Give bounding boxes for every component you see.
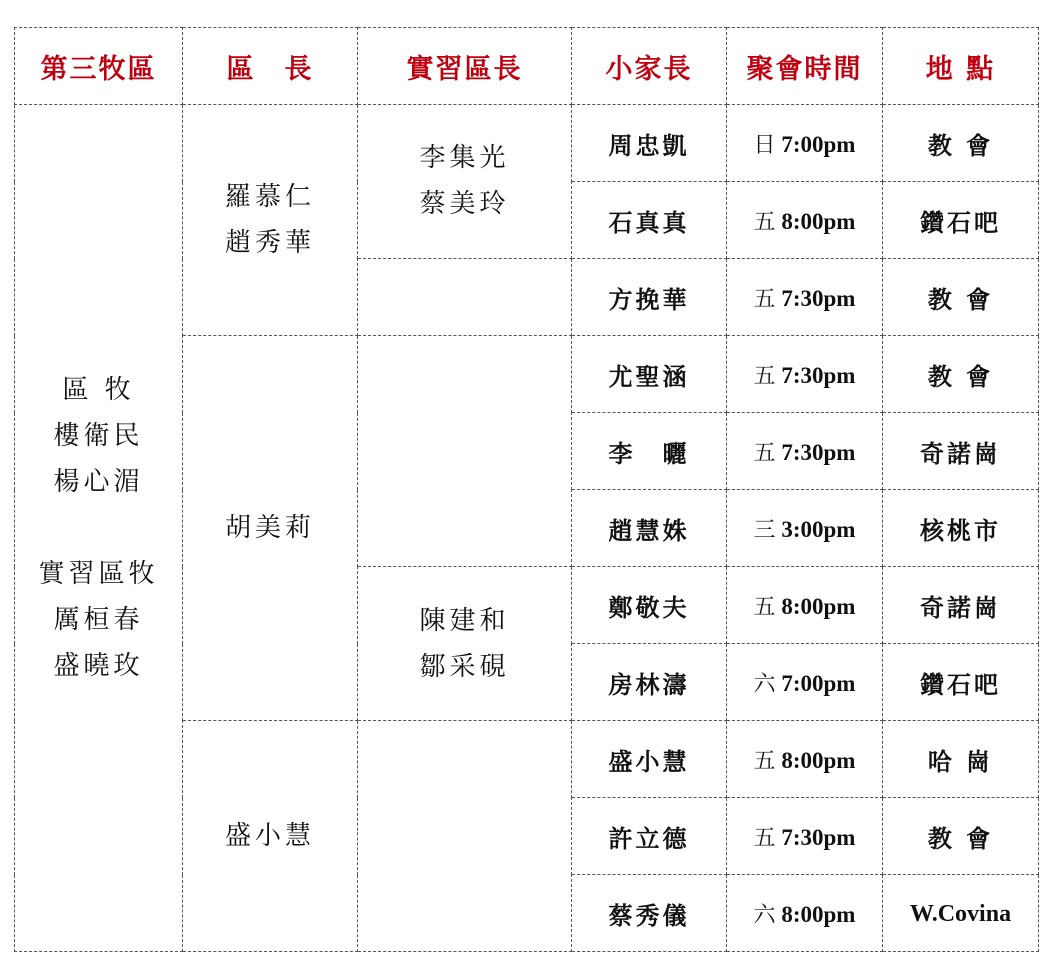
table-row [15, 105, 1039, 182]
leader-name: 趙秀華 [224, 228, 315, 258]
meeting-day: 六 [753, 902, 776, 928]
intern-leader-name: 李集光 [419, 143, 510, 173]
meeting-time [727, 490, 883, 567]
meeting-day: 三 [753, 517, 776, 543]
meeting-time [727, 875, 883, 952]
group-leader: 尤聖涵 [572, 336, 727, 413]
meeting-time [727, 105, 883, 182]
header-district: 第三牧區 [15, 28, 183, 105]
meeting-hour: 3:00pm [781, 516, 856, 542]
group-leader: 許立德 [572, 798, 727, 875]
location-text: W.Covina [909, 901, 1012, 927]
meeting-hour: 7:00pm [781, 670, 856, 696]
meeting-hour: 7:30pm [781, 285, 856, 311]
intern-pastor-name: 厲桓春 [53, 605, 144, 635]
location: 鑽石吧 [883, 182, 1039, 259]
group-leader: 李 曬 [572, 413, 727, 490]
district-pastors-cell [15, 105, 183, 952]
district-pastor-title: 區 牧 [62, 375, 135, 405]
meeting-day: 五 [753, 440, 776, 466]
group-leader: 蔡秀儀 [572, 875, 727, 952]
location: 哈 崗 [883, 721, 1039, 798]
group-leader: 周忠凱 [572, 105, 727, 182]
leader-name: 盛小慧 [224, 821, 315, 851]
meeting-time [727, 336, 883, 413]
meeting-day: 日 [753, 132, 776, 158]
header-leader: 區 長 [183, 28, 358, 105]
meeting-hour: 8:00pm [781, 208, 856, 234]
meeting-time [727, 413, 883, 490]
meeting-day: 五 [753, 363, 776, 389]
intern-leader-empty-cell [358, 721, 572, 952]
meeting-day: 五 [753, 209, 776, 235]
header-intern-leader: 實習區長 [358, 28, 572, 105]
meeting-hour: 8:00pm [781, 593, 856, 619]
location: 奇諾崗 [883, 413, 1039, 490]
leader-name: 羅慕仁 [224, 182, 315, 212]
meeting-day: 五 [753, 594, 776, 620]
header-row [15, 28, 1039, 105]
group-leader: 方挽華 [572, 259, 727, 336]
meeting-time [727, 567, 883, 644]
meeting-time [727, 182, 883, 259]
meeting-hour: 7:30pm [781, 439, 856, 465]
header-location: 地 點 [883, 28, 1039, 105]
location: 教 會 [883, 105, 1039, 182]
location: 教 會 [883, 259, 1039, 336]
header-small-group-leader: 小家長 [572, 28, 727, 105]
location: 教 會 [883, 798, 1039, 875]
meeting-day: 五 [753, 286, 776, 312]
intern-leader-cell [358, 567, 572, 721]
meeting-hour: 7:30pm [781, 362, 856, 388]
meeting-time [727, 798, 883, 875]
district-pastor-name: 樓衛民 [53, 421, 144, 451]
location [883, 875, 1039, 952]
intern-leader-name: 蔡美玲 [419, 189, 510, 219]
district-pastor-name: 楊心湄 [53, 467, 144, 497]
meeting-time [727, 644, 883, 721]
group-leader: 鄭敬夫 [572, 567, 727, 644]
location: 教 會 [883, 336, 1039, 413]
meeting-hour: 7:00pm [781, 131, 856, 157]
leader-cell [183, 336, 358, 721]
meeting-hour: 8:00pm [781, 747, 856, 773]
intern-pastor-name: 盛曉玫 [53, 651, 144, 681]
leader-cell [183, 721, 358, 952]
group-leader: 石真真 [572, 182, 727, 259]
meeting-hour: 8:00pm [781, 901, 856, 927]
group-leader: 房林濤 [572, 644, 727, 721]
leader-name: 胡美莉 [224, 513, 315, 543]
meeting-day: 五 [753, 748, 776, 774]
intern-leader-empty-cell [358, 336, 572, 567]
leader-cell [183, 105, 358, 336]
intern-leader-name: 陳建和 [419, 605, 510, 636]
intern-pastor-title: 實習區牧 [38, 559, 159, 589]
group-leader: 盛小慧 [572, 721, 727, 798]
meeting-day: 五 [753, 825, 776, 851]
district-schedule-table [14, 27, 1039, 952]
location: 鑽石吧 [883, 644, 1039, 721]
header-meeting-time: 聚會時間 [727, 28, 883, 105]
intern-leader-empty-cell [358, 259, 572, 336]
meeting-time [727, 721, 883, 798]
location: 奇諾崗 [883, 567, 1039, 644]
location: 核桃市 [883, 490, 1039, 567]
group-leader: 趙慧姝 [572, 490, 727, 567]
meeting-time [727, 259, 883, 336]
meeting-day: 六 [753, 671, 776, 697]
meeting-hour: 7:30pm [781, 824, 856, 850]
intern-leader-name: 鄒采硯 [419, 651, 510, 682]
intern-leader-cell [358, 105, 572, 259]
